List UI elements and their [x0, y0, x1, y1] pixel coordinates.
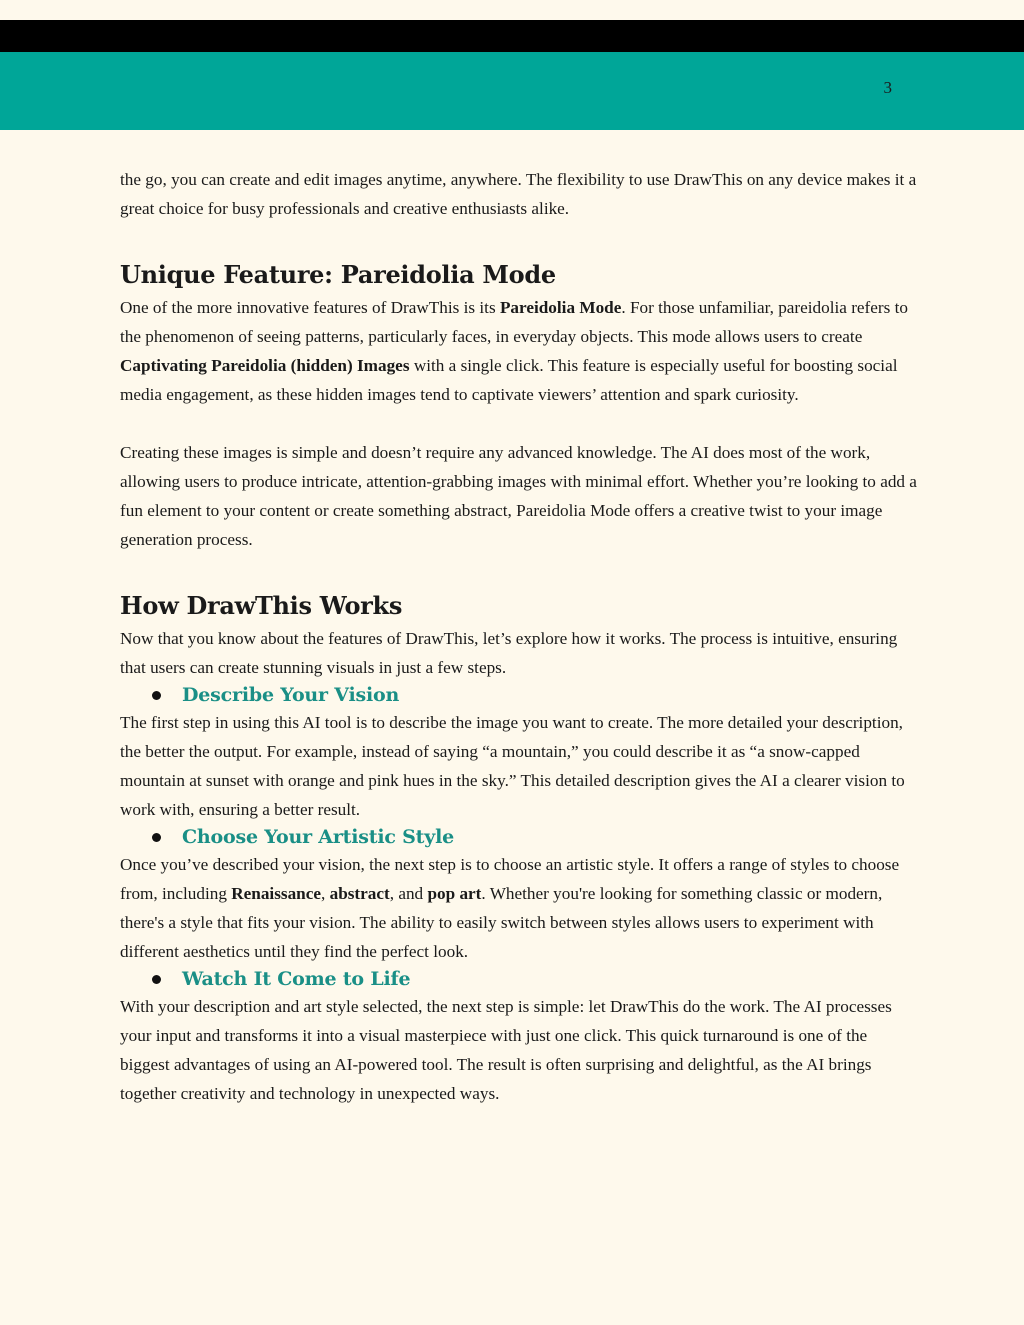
bullet-dot-icon — [152, 691, 161, 700]
step-text-watch: With your description and art style selected, the next step is simple: let DrawThis do the work. The AI processes your input and transforms it into a visual masterpiece with just one click. This quick turnaround is one of the biggest advantages of using an AI-powered tool. The result is often surprising and delightful, as the AI brings together creativity and technology in unexpected ways. — [120, 997, 892, 1103]
intro-paragraph: the go, you can create and edit images anytime, anywhere. The flexibility to use DrawThis on any device makes it a great choice for busy professionals and creative enthusiasts alike. — [120, 170, 917, 218]
pareidolia-paragraph-1 — [120, 293, 920, 409]
page-number: 3 — [883, 78, 892, 97]
bold-term-captivating-images: Captivating Pareidolia (hidden) Images — [120, 356, 410, 375]
text-run: , and — [389, 884, 428, 903]
text-run: . Whether you're looking for something classic or modern, there's a style that fits your vision. The ability to easily switch between styles allows users to experiment with different aesthetics until they find the perfect look. — [120, 884, 883, 961]
text-run: Once you’ve described your vision, the next step is to choose an artistic style. It offers a range of styles to choose from, including — [120, 855, 900, 903]
text-run: . For those unfamiliar, pareidolia refers to the phenomenon of seeing patterns, particularly faces, in everyday objects. This mode allows users to create — [120, 298, 908, 346]
step-title-style: Choose Your Artistic Style — [182, 826, 454, 848]
bold-term-abstract: abstract — [329, 884, 390, 903]
document-body — [120, 165, 920, 1108]
step-text-style — [120, 850, 920, 966]
step-title-describe: Describe Your Vision — [182, 684, 400, 706]
bold-term-pop-art: pop art — [427, 884, 482, 903]
bullet-dot-icon — [152, 833, 161, 842]
step-bullet-watch — [152, 966, 920, 992]
header-black-bar — [0, 20, 1024, 52]
header-teal-band — [0, 52, 1024, 130]
step-text-describe: The first step in using this AI tool is to describe the image you want to create. The more detailed your description, the better the output. For example, instead of saying “a mountain,” you could describe it as “a snow-capped mountain at sunset with orange and pink hues in the sky.” This detailed description gives the AI a clearer vision to work with, ensuring a better result. — [120, 713, 905, 819]
text-run: One of the more innovative features of DrawThis is its — [120, 298, 500, 317]
bullet-dot-icon — [152, 975, 161, 984]
text-run: with a single click. This feature is especially useful for boosting social media engagement, as these hidden images tend to captivate viewers’ attention and spark curiosity. — [120, 356, 898, 404]
step-bullet-style — [152, 824, 920, 850]
bold-term-pareidolia-mode: Pareidolia Mode — [499, 298, 622, 317]
section-heading-how-it-works: How DrawThis Works — [120, 591, 403, 620]
pareidolia-paragraph-2: Creating these images is simple and doesn’t require any advanced knowledge. The AI does most of the work, allowing users to produce intricate, attention-grabbing images with minimal effort. Whether you’re looking to add a fun element to your content or create something abstract, Pareidolia Mode offers a creative twist to your image generation process. — [120, 443, 917, 549]
bold-term-renaissance: Renaissance — [231, 884, 321, 903]
step-bullet-describe — [152, 682, 920, 708]
section-heading-pareidolia: Unique Feature: Pareidolia Mode — [120, 260, 556, 289]
text-run: , — [321, 884, 330, 903]
how-intro-paragraph: Now that you know about the features of DrawThis, let’s explore how it works. The process is intuitive, ensuring that users can create stunning visuals in just a few steps. — [120, 629, 898, 677]
step-title-watch: Watch It Come to Life — [182, 968, 411, 990]
